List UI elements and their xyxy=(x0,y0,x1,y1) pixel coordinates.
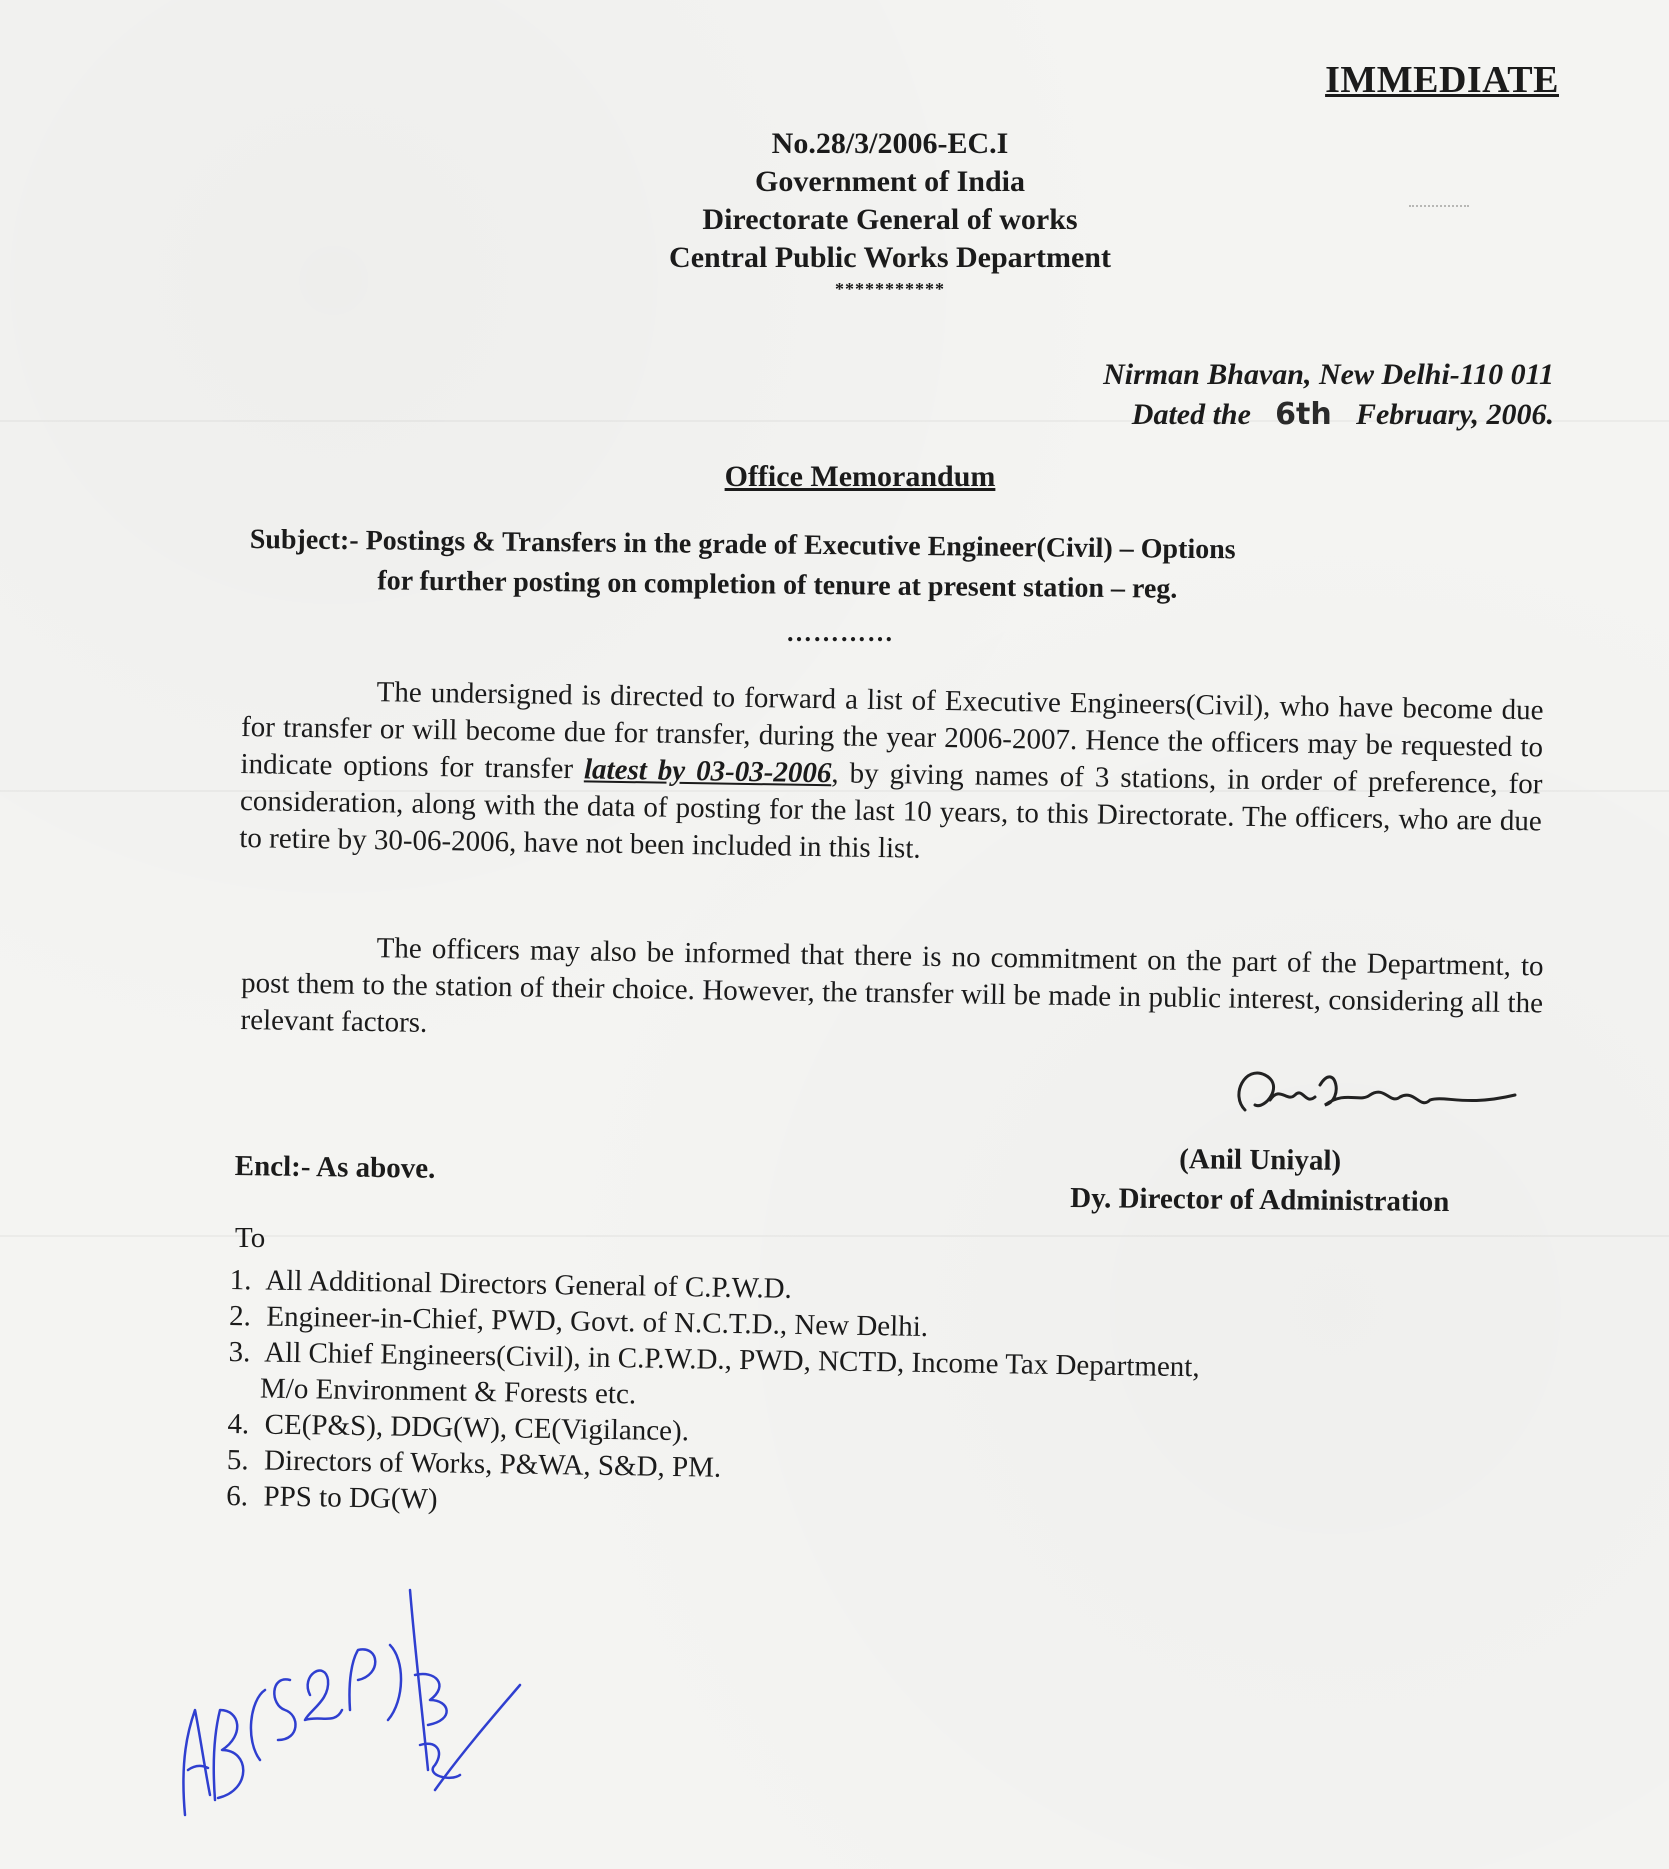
list-item: 4. CE(P&S), DDG(W), CE(Vigilance). xyxy=(227,1407,690,1448)
stray-mark xyxy=(1409,205,1469,209)
subject-block xyxy=(249,520,1460,613)
letter-header xyxy=(0,125,1669,301)
department-name: Central Public Works Department xyxy=(669,241,1111,274)
date-line xyxy=(1103,395,1554,435)
signatory-designation: Dy. Director of Administration xyxy=(1070,1182,1450,1218)
header-stars: *********** xyxy=(835,279,945,299)
distribution-list xyxy=(226,1262,1430,1533)
place-and-date xyxy=(1103,355,1554,435)
subject-separator: ………… xyxy=(786,618,894,647)
paragraph-1 xyxy=(239,672,1544,877)
para1-text-b: , by giving names of 3 stations, in order of preference, for consideration, along with the data of posting for the last 10 years, to this Directorate. The officers, who are due to retire by 30-06-2006, have not been included in this list. xyxy=(239,757,1543,865)
signatory-block xyxy=(1000,1137,1521,1222)
office-address: Nirman Bhavan, New Delhi-110 011 xyxy=(1103,358,1554,391)
handwritten-endorsement xyxy=(160,1560,540,1830)
enclosure-note: Encl:- As above. xyxy=(234,1150,436,1185)
list-item: 2. Engineer-in-Chief, PWD, Govt. of N.C.T.D., New Delhi. xyxy=(228,1299,929,1343)
government-name: Government of India xyxy=(755,165,1025,198)
deadline-emphasis: latest by 03-03-2006 xyxy=(583,753,832,790)
list-item: 6. PPS to DG(W) xyxy=(226,1479,438,1516)
subject-line-2: for further posting on completion of tenure at present station – reg. xyxy=(377,565,1178,605)
list-item: 3. All Chief Engineers(Civil), in C.P.W.D., PWD, NCTD, Income Tax Department, M/o Environment & Forests etc. xyxy=(228,1335,1200,1411)
paragraph-2: The officers may also be informed that there is no commitment on the part of the Department, to post them to the station of their choice. However, the transfer will be made in public interest, considering all the relevant factors. xyxy=(240,932,1544,1039)
memo-title: Office Memorandum xyxy=(724,460,996,493)
dated-suffix: February, 2006. xyxy=(1355,398,1554,431)
subject-line-1: Postings & Transfers in the grade of Executive Engineer(Civil) – Options xyxy=(365,525,1236,566)
list-item: 1. All Additional Directors General of C.P.W.D. xyxy=(229,1263,793,1305)
list-item: 5. Directors of Works, P&WA, S&D, PM. xyxy=(226,1443,722,1484)
to-label: To xyxy=(235,1222,266,1254)
handwritten-day: 6th xyxy=(1275,397,1332,432)
subject-label: Subject:- xyxy=(249,523,359,557)
directorate-name: Directorate General of works xyxy=(702,203,1078,236)
dated-prefix: Dated the xyxy=(1131,398,1251,431)
signatory-name: (Anil Uniyal) xyxy=(1179,1143,1342,1177)
signature-mark xyxy=(1225,1055,1525,1135)
immediate-label: IMMEDIATE xyxy=(1325,59,1559,101)
file-number: No.28/3/2006-EC.I xyxy=(771,127,1009,160)
para1-text-a: The undersigned is directed to forward a list of Executive Engineers(Civil), who have become due for transfer or will become due for transfer, during the year 2006-2007. Hence the officers may be requested to indicate options for transfer xyxy=(240,676,1544,786)
